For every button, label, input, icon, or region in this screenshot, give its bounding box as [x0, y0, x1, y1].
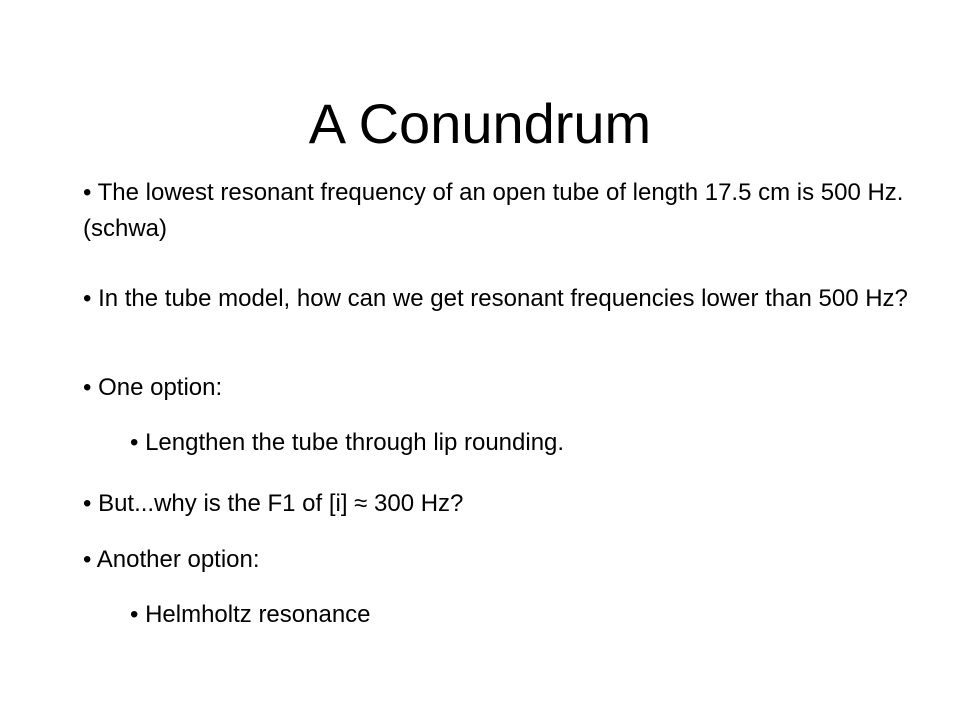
sub-bullet-helmholtz-resonance: • Helmholtz resonance [130, 601, 371, 628]
slide-title: A Conundrum [308, 92, 652, 155]
bullet-lower-resonant-frequencies: • In the tube model, how can we get resonant frequencies lower than 500 Hz? [83, 285, 908, 312]
bullet-one-option: • One option: [83, 374, 223, 401]
bullet-lowest-resonant-frequency: • The lowest resonant frequency of an open tube of length 17.5 cm is 500 Hz. (schwa) [83, 179, 904, 242]
bullet-f1-question: • But...why is the F1 of [i] ≈ 300 Hz? [83, 490, 464, 517]
bullet-another-option: • Another option: [83, 546, 260, 573]
sub-bullet-lip-rounding: • Lengthen the tube through lip rounding. [130, 429, 565, 456]
